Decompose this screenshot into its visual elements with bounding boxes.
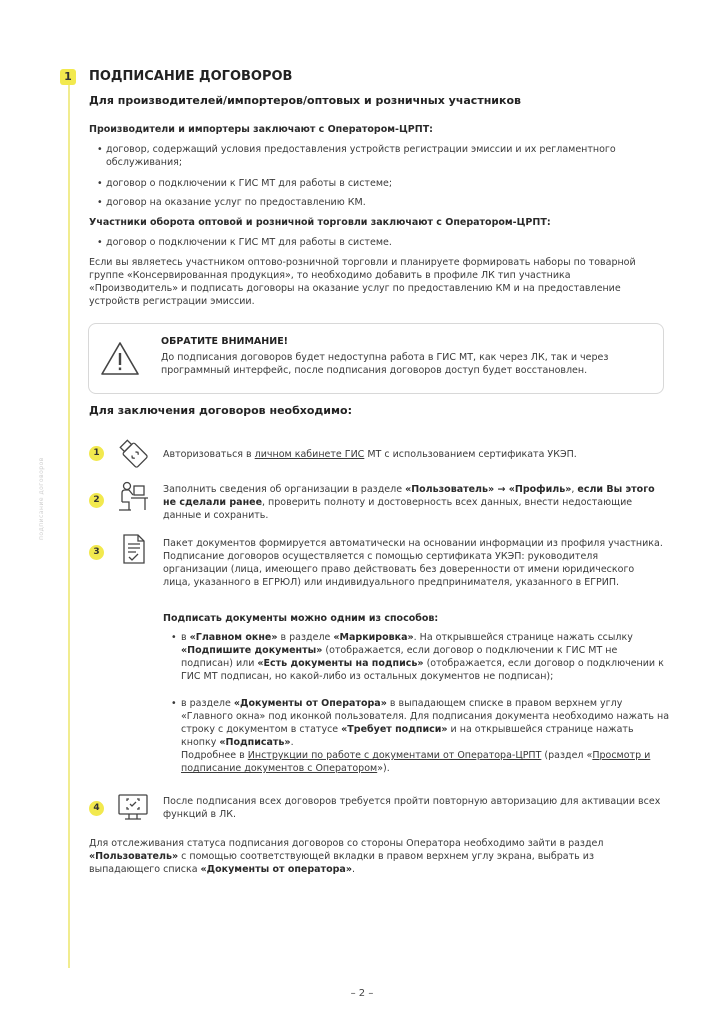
list-item: договор, содержащий условия предоставления устройств регистрации эмиссии и их регламентного обслуживания; <box>106 144 616 168</box>
page-number: – 2 – <box>350 988 374 999</box>
notice-text: До подписания договоров будет недоступна работа в ГИС МТ, как через ЛК, так и через программный интерфейс, после подписания договоров доступ будет восстановлен. <box>161 352 609 376</box>
list-item: договор о подключении к ГИС МТ для работы в системе. <box>106 237 392 248</box>
view-sign-docs-link[interactable]: Просмотр и подписание документов с Оператором <box>181 750 651 774</box>
way-2-text: в разделе «Документы от Оператора» в выпадающем списке в правом верхнем углу «Главного окна» под иконкой пользователя. Для подписания документа необходимо нажать на строку с документом в статусе «Требует подписи» и на открывшейся странице нажать кнопку «Подписать». Подробнее в Инструкции по работе с документами от Оператора-ЦРПТ (раздел «Просмотр и подписание документов с Оператором»). <box>181 698 670 774</box>
side-label: подписание договоров <box>38 457 45 540</box>
bullet-dot: • <box>171 632 177 643</box>
step-number: 3 <box>89 545 104 560</box>
document-check-icon <box>116 532 150 566</box>
traders-heading: Участники оборота оптовой и розничной торговли заключают с Оператором-ЦРПТ: <box>89 217 551 228</box>
warning-triangle-icon <box>99 340 141 378</box>
steps-heading: Для заключения договоров необходимо: <box>89 404 352 417</box>
person-at-desk-icon <box>116 480 150 514</box>
notice-box <box>88 323 664 394</box>
notice-title: ОБРАТИТЕ ВНИМАНИЕ! <box>161 336 289 347</box>
lk-link[interactable]: личном кабинете ГИС <box>254 449 365 460</box>
instruction-link[interactable]: Инструкции по работе с документами от Оператора-ЦРПТ <box>247 750 542 761</box>
page-subtitle: Для производителей/импортеров/оптовых и розничных участников <box>89 94 521 107</box>
step-number: 2 <box>89 493 104 508</box>
bullet-dot: • <box>171 698 177 709</box>
step-number: 4 <box>89 801 104 816</box>
way-1-text: в «Главном окне» в разделе «Маркировка». На открывшейся странице нажать ссылку «Подпишите документы» (отображается, если договор о подключении к ГИС МТ не подписан) или «Есть документы на подпись» (отображается, если договор о подключении к ГИС МТ подписан, но какой-либо из остальных документов не подписан); <box>181 632 664 682</box>
usb-key-icon <box>116 436 150 470</box>
monitor-icon <box>116 790 150 824</box>
bullet-dot: • <box>97 178 103 189</box>
bullet-dot: • <box>97 144 103 155</box>
bullet-dot: • <box>97 197 103 208</box>
final-paragraph: Для отслеживания статуса подписания договоров со стороны Оператора необходимо зайти в раздел «Пользователь» с помощью соответствующей вкладки в правом верхнем углу экрана, выбрать из выпадающего списка «Документы от оператора». <box>89 838 604 875</box>
page-title: ПОДПИСАНИЕ ДОГОВОРОВ <box>89 69 293 84</box>
section-number-badge: 1 <box>60 69 76 85</box>
step-3-text: Пакет документов формируется автоматически на основании информации из профиля участника. Подписание договоров осуществляется с помощью сертификата УКЭП: руководителя организации (лица, имеющего право действовать без доверенности от имени юридического лица, указанного в ЕГРЮЛ) или индивидуального предпринимателя, указанного в ЕГРИП. <box>163 538 663 588</box>
list-item: договор на оказание услуг по предоставлению КМ. <box>106 197 366 208</box>
step-1-text: Авторизоваться в личном кабинете ГИС МТ с использованием сертификата УКЭП. <box>163 449 577 460</box>
step-2-text: Заполнить сведения об организации в разделе «Пользователь» → «Профиль», если Вы этого не сделали ранее, проверить полноту и достоверность всех данных, внести недостающие данные и сохранить. <box>163 484 655 521</box>
list-item: договор о подключении к ГИС МТ для работы в системе; <box>106 178 393 189</box>
producers-heading: Производители и импортеры заключают с Оператором-ЦРПТ: <box>89 124 433 135</box>
side-accent-line <box>68 80 70 968</box>
step-number: 1 <box>89 446 104 461</box>
bullet-dot: • <box>97 237 103 248</box>
ways-heading: Подписать документы можно одним из способов: <box>163 613 439 624</box>
step-4-text: После подписания всех договоров требуется пройти повторную авторизацию для активации всех функций в ЛК. <box>163 796 661 820</box>
wholesale-note: Если вы являетесь участником оптово-розничной торговли и планируете формировать наборы по товарной группе «Консервированная продукция», то необходимо добавить в профиле ЛК тип участника «Производитель» и подписать договоры на оказание услуг по предоставлению КМ и на предоставление устройств регистрации эмиссии. <box>89 257 636 307</box>
